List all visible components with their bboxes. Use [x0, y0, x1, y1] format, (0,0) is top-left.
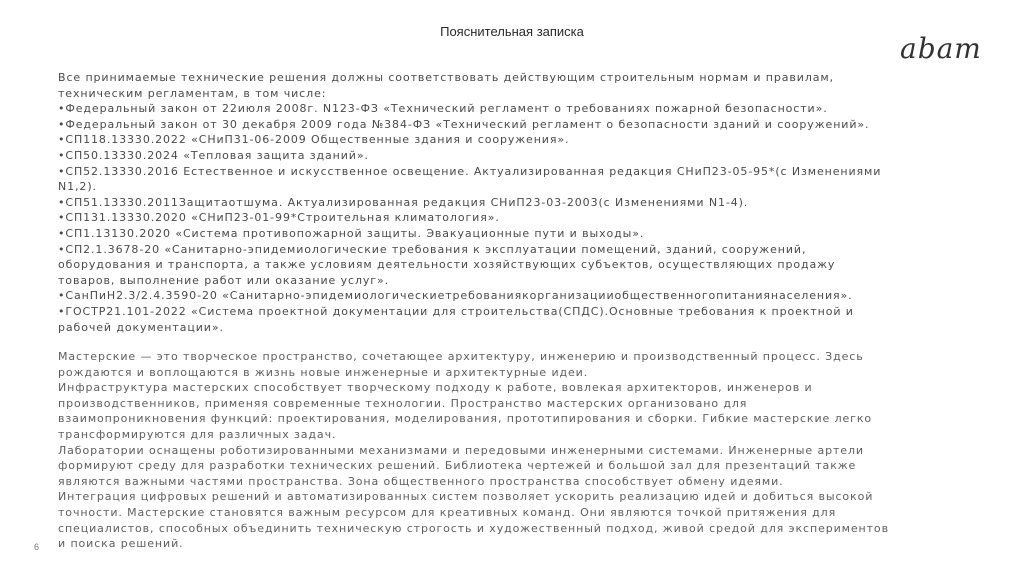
- text-line: оборудования и транспорта, а также условиям деятельности хозяйствующих субъектов, осуществляющих продажу: [58, 258, 836, 272]
- text-line: трансформируются для различных задач.: [58, 428, 337, 442]
- text-line: производственников, применяя современные технологии. Пространство мастерских организовано для: [58, 396, 748, 410]
- text-line: •СП50.13330.2024 «Тепловая защита зданий».: [58, 148, 369, 162]
- text-line: товаров, выполнение работ или оказание услуг».: [58, 273, 390, 287]
- text-line: и поиска решений.: [58, 537, 184, 551]
- text-line: •СП52.13330.2016 Естественное и искусственное освещение. Актуализированная редакция СНиП23-05-95*(с Изменениями: [58, 164, 882, 178]
- text-line: Инфраструктура мастерских способствует творческому подходу к работе, вовлекая архитекторов, инженеров и: [58, 381, 813, 395]
- text-line: •Федеральный закон от 22июля 2008г. N123-ФЗ «Технический регламент о требованиях пожарной безопасности».: [58, 102, 828, 116]
- paragraph-gap: [58, 335, 988, 349]
- text-line: рождаются и воплощаются в жизнь новые инженерные и архитектурные идеи.: [58, 365, 589, 379]
- workshops-paragraph: [58, 349, 988, 552]
- text-line: точности. Мастерские становятся важным ресурсом для креативных команд. Они являются точкой притяжения для: [58, 506, 837, 520]
- text-line: Лаборатории оснащены роботизированными механизмами и передовыми инженерными системами. Инженерные артели: [58, 443, 864, 457]
- text-line: Мастерские — это творческое пространство, сочетающее архитектуру, инженерию и производственный процесс. Здесь: [58, 350, 864, 364]
- text-line: •СанПиН2.3/2.4.3590-20 «Санитарно-эпидемиологическиетребованиякорганизацииобщественногопитаниянаселения».: [58, 289, 853, 303]
- text-line: рабочей документации».: [58, 320, 224, 334]
- text-line: •СП118.13330.2022 «СНиП31-06-2009 Общественные здания и сооружения».: [58, 133, 570, 147]
- text-line: специалистов, способных объединить техническую строгость и художественный подход, живой средой для экспериментов: [58, 521, 889, 535]
- text-line: •СП51.13330.2011Защитаотшума. Актуализированная редакция СНиП23-03-2003(с Изменениями N1-4).: [58, 195, 749, 209]
- page-title: Пояснительная записка: [440, 24, 584, 39]
- text-line: •Федеральный закон от 30 декабря 2009 года №384-ФЗ «Технический регламент о безопасности зданий и сооружений».: [58, 117, 870, 131]
- text-line: Все принимаемые технические решения должны соответствовать действующим строительным нормам и правилам,: [58, 71, 835, 84]
- text-line: N1,2).: [58, 180, 97, 194]
- text-line: являются важными частями пространства. Зона общественного пространства способствует обмену идеями.: [58, 474, 784, 488]
- text-line: взаимопроникновения функций: проектирования, моделирования, прототипирования и сборки. Гибкие мастерские легко: [58, 412, 873, 426]
- text-line: •СП1.13130.2020 «Система противопожарной защиты. Эвакуационные пути и выходы».: [58, 226, 645, 240]
- text-line: формируют среду для разработки технических решений. Библиотека чертежей и большой зал для презентаций также: [58, 459, 857, 473]
- text-line: •СП2.1.3678-20 «Санитарно-эпидемиологические требования к эксплуатации помещений, зданий, сооружений,: [58, 242, 807, 256]
- text-line: •СП131.13330.2020 «СНиП23-01-99*Строительная климатология».: [58, 211, 500, 225]
- text-line: Интеграция цифровых решений и автоматизированных систем позволяет ускорить реализацию идей и добиться высокой: [58, 490, 874, 504]
- regulations-paragraph: [58, 70, 988, 335]
- page-number: 6: [34, 542, 40, 552]
- text-line: •ГОСТР21.101-2022 «Система проектной документации для строительства(СПДС).Основные требования к проектной и: [58, 304, 854, 318]
- brand-logo: abam: [900, 32, 982, 65]
- explanatory-note-text: [58, 70, 988, 552]
- text-line: техническим регламентам, в том числе:: [58, 86, 327, 100]
